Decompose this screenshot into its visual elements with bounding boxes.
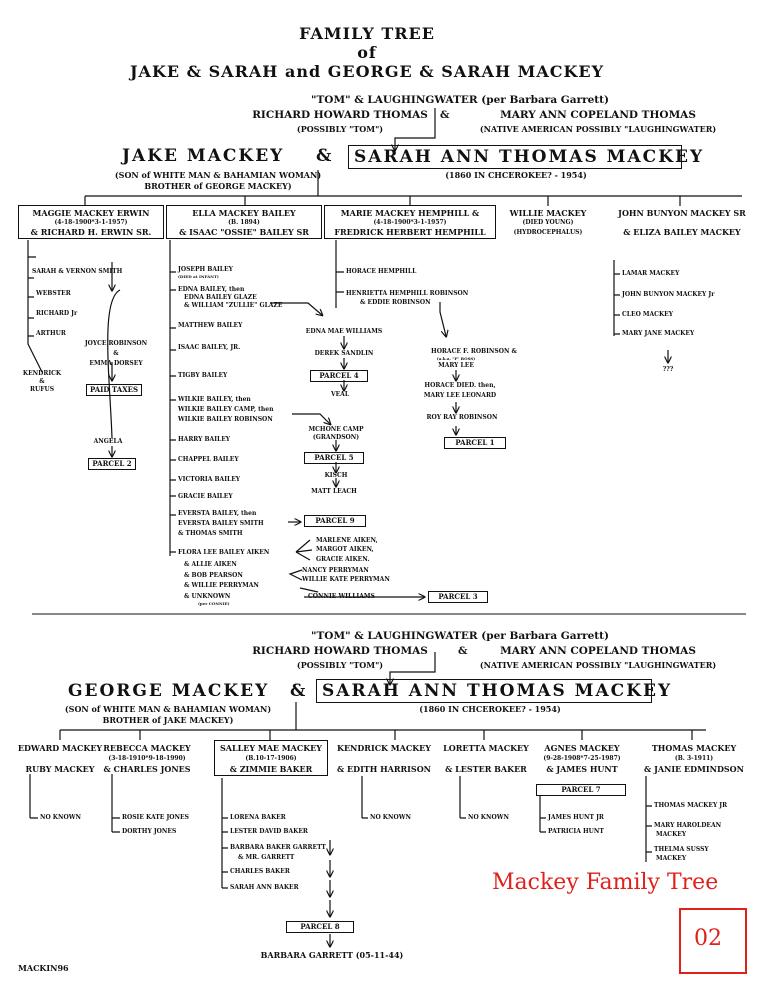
top-grandmother-note: (NATIVE AMERICAN POSSIBLY "LAUGHINGWATER) (479, 124, 717, 134)
child-willie-note-2: (HYDROCEPHALUS) (513, 229, 583, 236)
top-wife-note: (1860 IN CHCEROKEE? - 1954) (445, 170, 587, 180)
child-thomas-name: THOMAS MACKEY (651, 743, 737, 753)
bunyon-unknown: ??? (662, 366, 674, 373)
bailey-wilkie-1: WILKIE BAILEY, then (178, 396, 251, 403)
bailey-victoria: VICTORIA BAILEY (178, 476, 241, 483)
top-grandfather: RICHARD HOWARD THOMAS (252, 109, 428, 121)
top-husband-note-1: (SON of WHITE MAN & BAHAMIAN WOMAN) (114, 170, 322, 180)
bunyon-lamar: LAMAR MACKEY (622, 270, 680, 277)
desc-derek: DEREK SANDLIN (314, 350, 374, 357)
child-thomas-dates: (B. 3-1911) (674, 755, 714, 762)
child-agnes-name: AGNES MACKEY (544, 743, 620, 753)
bunyon-john-jr: JOHN BUNYON MACKEY Jr (622, 291, 715, 298)
hemphill-horace-died: HORACE DIED. then, (424, 382, 496, 389)
bottom-origin-note: "TOM" & LAUGHINGWATER (per Barbara Garrett) (311, 630, 609, 642)
erwin-paid-taxes: PAID TAXES (86, 384, 142, 396)
bailey-flora: FLORA LEE BAILEY AIKEN (178, 549, 270, 556)
hemphill-eddie: & EDDIE ROBINSON (360, 299, 431, 306)
hemphill-horace: HORACE HEMPHILL (346, 268, 417, 275)
bottom-wife-note: (1860 IN CHCEROKEE? - 1954) (419, 704, 561, 714)
child-loretta-name: LORETTA MACKEY (443, 743, 529, 753)
child-bunyon-spouse: & ELIZA BAILEY MACKEY (623, 227, 741, 237)
footer-code: MACKIN96 (18, 963, 69, 973)
top-grandmother: MARY ANN COPELAND THOMAS (500, 109, 696, 121)
hemphill-roy: ROY RAY ROBINSON (426, 414, 498, 421)
bailey-wilkie-2: WILKIE BAILEY CAMP, then (178, 406, 274, 413)
bailey-flora-note: (per CONNIE) (198, 601, 230, 606)
child-ella-dates: (B. 1894) (228, 219, 260, 226)
erwin-arthur: ARTHUR (36, 330, 66, 337)
top-husband-wife-amp: & (316, 146, 334, 166)
parcel-9: PARCEL 9 (304, 515, 366, 527)
agnes-patricia: PATRICIA HUNT (548, 828, 604, 835)
thomas-thelma-2: MACKEY (656, 855, 687, 862)
child-rebecca-name: REBECCA MACKEY (103, 743, 191, 753)
parcel-8: PARCEL 8 (286, 921, 354, 933)
child-loretta-spouse: & LESTER BAKER (445, 764, 527, 774)
bottom-grandfather: RICHARD HOWARD THOMAS (252, 645, 428, 657)
title-line-2: of (357, 43, 377, 62)
child-willie-note: (DIED YOUNG) (522, 219, 574, 226)
bottom-husband-note-1: (SON of WHITE MAN & BAHAMIAN WOMAN) (64, 704, 272, 714)
rebecca-rosie: ROSIE KATE JONES (122, 814, 189, 821)
child-maggie-spouse: & RICHARD H. ERWIN SR. (30, 227, 152, 237)
erwin-emma: EMMA DORSEY (89, 360, 143, 367)
parcel-2: PARCEL 2 (88, 458, 136, 470)
desc-gracie-aiken: GRACIE AIKEN. (316, 556, 370, 563)
bailey-joseph-note: (DIED at INFANT) (178, 274, 219, 279)
bailey-edna-2: EDNA BAILEY GLAZE (184, 294, 257, 301)
desc-marlene: MARLENE AIKEN, (316, 537, 378, 544)
loretta-no-known: NO KNOWN (468, 814, 509, 821)
child-maggie-name: MAGGIE MACKEY ERWIN (32, 208, 150, 218)
child-agnes-dates: (9-28-1908*7-25-1987) (543, 755, 621, 762)
bailey-gracie: GRACIE BAILEY (178, 493, 233, 500)
child-willie-name: WILLIE MACKEY (509, 208, 587, 218)
bailey-chappel: CHAPPEL BAILEY (178, 456, 239, 463)
salley-mr-garrett: & MR. GARRETT (238, 854, 295, 861)
child-marie-spouse: FREDRICK HERBERT HEMPHILL (334, 227, 486, 237)
parcel-7: PARCEL 7 (536, 784, 626, 796)
agnes-james-jr: JAMES HUNT JR (548, 814, 604, 821)
barbara-garrett: BARBARA GARRETT (05-11-44) (260, 950, 404, 960)
bailey-edna-1: EDNA BAILEY, then (178, 286, 245, 293)
bottom-wife: SARAH ANN THOMAS MACKEY (322, 681, 673, 701)
bailey-flora-allie: & ALLIE AIKEN (184, 561, 237, 568)
hemphill-henrietta: HENRIETTA HEMPHILL ROBINSON (346, 290, 469, 297)
child-salley-dates: (B.10-17-1906) (245, 755, 297, 762)
stamp-number: 02 (694, 926, 722, 951)
salley-barbara: BARBARA BAKER GARRETT (230, 844, 326, 851)
erwin-rufus: RUFUS (29, 386, 55, 393)
parcel-1: PARCEL 1 (444, 437, 506, 449)
erwin-amp-1: & (39, 378, 45, 385)
hemphill-mary-lee: MARY LEE (438, 362, 474, 369)
child-kendrick-name: KENDRICK MACKEY (337, 743, 431, 753)
stamp-label: Mackey Family Tree (492, 870, 719, 895)
top-husband: JAKE MACKEY (122, 146, 285, 166)
child-ella-spouse: & ISAAC "OSSIE" BAILEY SR (179, 227, 309, 237)
erwin-kendrick: KENDRICK (22, 370, 62, 377)
child-salley-name: SALLEY MAE MACKEY (220, 743, 322, 753)
desc-nancy: NANCY PERRYMAN (302, 567, 369, 574)
child-marie-dates: (4-18-1900*3-1-1957) (373, 219, 447, 226)
bottom-grandfather-note: (POSSIBLY "TOM") (296, 660, 384, 670)
thomas-jr: THOMAS MACKEY JR (654, 802, 728, 809)
bottom-grandmother-note: (NATIVE AMERICAN POSSIBLY "LAUGHINGWATER) (479, 660, 717, 670)
erwin-amp-2: & (113, 350, 119, 357)
child-rebecca-spouse: & CHARLES JONES (103, 764, 191, 774)
top-origin-note: "TOM" & LAUGHINGWATER (per Barbara Garrett) (311, 94, 609, 106)
bailey-eversta-1: EVERSTA BAILEY, then (178, 510, 257, 517)
top-wife: SARAH ANN THOMAS MACKEY (354, 147, 705, 167)
erwin-richard-jr: RICHARD Jr (36, 310, 78, 317)
hemphill-mary-lee-leonard: MARY LEE LEONARD (423, 392, 497, 399)
title-line-3: JAKE & SARAH and GEORGE & SARAH MACKEY (129, 62, 605, 81)
bottom-husband: GEORGE MACKEY (68, 681, 270, 701)
child-agnes-spouse: & JAMES HUNT (546, 764, 618, 774)
bailey-harry: HARRY BAILEY (178, 436, 231, 443)
salley-lorena: LORENA BAKER (230, 814, 286, 821)
title-line-1: FAMILY TREE (299, 24, 435, 43)
salley-lester-david: LESTER DAVID BAKER (230, 828, 308, 835)
child-ella-name: ELLA MACKEY BAILEY (192, 208, 296, 218)
salley-sarah-ann: SARAH ANN BAKER (230, 884, 299, 891)
bailey-eversta-2: EVERSTA BAILEY SMITH (178, 520, 264, 527)
desc-willie-kate: WILLIE KATE PERRYMAN (302, 576, 390, 583)
child-edward-name: EDWARD MACKEY (17, 743, 103, 753)
bailey-isaac-jr: ISAAC BAILEY, JR. (178, 344, 241, 351)
bailey-wilkie-3: WILKIE BAILEY ROBINSON (178, 416, 273, 423)
bottom-husband-note-2: BROTHER of JAKE MACKEY) (102, 715, 234, 725)
child-salley-spouse: & ZIMMIE BAKER (229, 764, 313, 774)
desc-margot: MARGOT AIKEN, (316, 546, 374, 553)
bottom-grandmother: MARY ANN COPELAND THOMAS (500, 645, 696, 657)
erwin-angela: ANGELA (93, 438, 123, 445)
edward-no-known: NO KNOWN (40, 814, 81, 821)
child-marie-name: MARIE MACKEY HEMPHILL & (340, 208, 480, 218)
erwin-webster: WEBSTER (36, 290, 71, 297)
bailey-joseph: JOSEPH BAILEY (178, 266, 233, 273)
bailey-flora-bob: & BOB PEARSON (184, 572, 243, 579)
kendrick-no-known: NO KNOWN (370, 814, 411, 821)
thomas-thelma-1: THELMA SUSSY (654, 846, 709, 853)
top-grandparents-amp: & (440, 109, 450, 121)
child-bunyon-name: JOHN BUNYON MACKEY SR (618, 208, 746, 218)
parcel-5: PARCEL 5 (304, 452, 364, 464)
desc-edna-mae: EDNA MAE WILLIAMS (305, 328, 383, 335)
bailey-matthew: MATTHEW BAILEY (178, 322, 243, 329)
thomas-mary-1: MARY HAROLDEAN (654, 822, 722, 829)
desc-matt: MATT LEACH (311, 488, 357, 495)
bunyon-mary-jane: MARY JANE MACKEY (622, 330, 695, 337)
child-thomas-spouse: & JANIE EDMINDSON (644, 764, 744, 774)
desc-mchone: MCHONE CAMP (308, 426, 364, 433)
child-maggie-dates: (4-18-1900*3-1-1957) (54, 219, 128, 226)
bunyon-cleo: CLEO MACKEY (622, 311, 674, 318)
bottom-husband-wife-amp: & (290, 681, 308, 701)
rebecca-dorthy: DORTHY JONES (122, 828, 177, 835)
top-husband-note-2: BROTHER of GEORGE MACKEY) (144, 181, 292, 191)
child-kendrick-spouse: & EDITH HARRISON (337, 764, 431, 774)
bailey-edna-3: & WILLIAM "ZULLIE" GLAZE (184, 302, 283, 309)
erwin-joyce: JOYCE ROBINSON (84, 340, 148, 347)
thomas-mary-2: MACKEY (656, 831, 687, 838)
bailey-tigby: TIGBY BAILEY (178, 372, 228, 379)
hemphill-horace-f: HORACE F. ROBINSON & (431, 348, 517, 355)
desc-kisch: KISCH (324, 472, 348, 479)
parcel-3: PARCEL 3 (428, 591, 488, 603)
desc-mchone-note: (GRANDSON) (312, 434, 360, 441)
child-rebecca-dates: (3-18-1910*9-18-1990) (108, 755, 186, 762)
parcel-4: PARCEL 4 (310, 370, 368, 382)
top-grandfather-note: (POSSIBLY "TOM") (296, 124, 384, 134)
desc-connie: CONNIE WILLIAMS (308, 593, 375, 600)
erwin-sarah-vernon: SARAH & VERNON SMITH (32, 268, 123, 275)
bailey-flora-willie: & WILLIE PERRYMAN (184, 582, 259, 589)
salley-charles: CHARLES BAKER (230, 868, 290, 875)
desc-veal: VEAL (330, 391, 350, 398)
bottom-grandparents-amp: & (458, 645, 468, 657)
bailey-flora-unknown: & UNKNOWN (184, 593, 231, 600)
child-edward-spouse: RUBY MACKEY (25, 764, 95, 774)
hemphill-horace-aka: (a.k.a. "F" BOSS) (436, 356, 476, 361)
bailey-eversta-3: & THOMAS SMITH (178, 530, 243, 537)
